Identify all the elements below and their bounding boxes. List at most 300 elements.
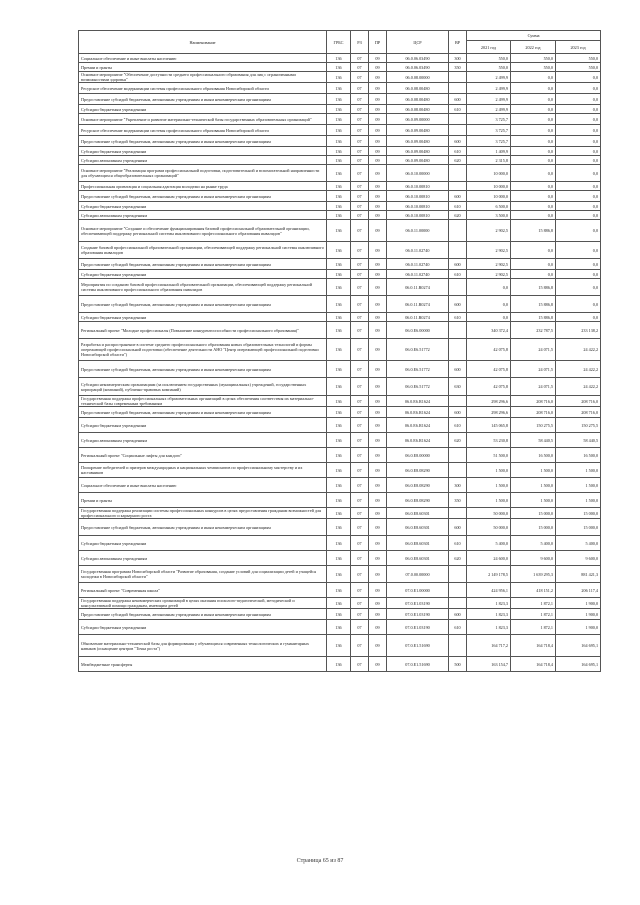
cell-2023: 1 900,0 (556, 598, 601, 609)
cell-csr: 06.0.11.02740 (387, 259, 449, 270)
cell-name: Предоставление субсидий бюджетным, автономным учреждениям и иным некоммерческим организациям (79, 519, 327, 536)
cell-csr: 06.0.E8.08290 (387, 493, 449, 508)
cell-name: Субсидии бюджетным учреждениям (79, 202, 327, 211)
cell-vr: 620 (449, 211, 467, 220)
cell-2022: 15 000,0 (511, 508, 556, 519)
cell-rz: 07 (351, 191, 369, 202)
cell-name: Премии и гранты (79, 493, 327, 508)
cell-vr: 620 (449, 551, 467, 566)
cell-vr: 350 (449, 63, 467, 72)
cell-2023: 0,0 (556, 114, 601, 125)
cell-vr: 600 (449, 259, 467, 270)
header-year-2023: 2023 год (556, 41, 601, 54)
cell-2021: 42 075,8 (467, 378, 511, 396)
cell-rz: 07 (351, 448, 369, 463)
cell-2021: 0,0 (467, 313, 511, 322)
cell-pr: 09 (369, 156, 387, 165)
table-row (79, 125, 601, 136)
cell-pr: 09 (369, 94, 387, 105)
cell-name: Обновление материально-технической базы для формирования у обучающихся современных технологических и гуманитарных навыков (оснащение центров "Точка роста") (79, 635, 327, 657)
cell-pr: 09 (369, 63, 387, 72)
cell-pr: 09 (369, 136, 387, 147)
cell-2022: 0,0 (511, 259, 556, 270)
cell-pr: 09 (369, 609, 387, 620)
cell-2023: 0,0 (556, 125, 601, 136)
cell-pr: 09 (369, 536, 387, 551)
cell-name: Субсидии некоммерческим организациям (за исключением государственных (муниципальных) учреждений, государственных корпораций (компаний), публично-правовых компаний) (79, 378, 327, 396)
cell-rz: 07 (351, 114, 369, 125)
header-rz: РЗ (351, 31, 369, 54)
cell-rz: 07 (351, 609, 369, 620)
cell-2021: 298 296,6 (467, 396, 511, 407)
cell-vr (449, 583, 467, 598)
cell-2021: 2 902,5 (467, 270, 511, 279)
cell-grbs: 136 (327, 566, 351, 583)
cell-pr: 09 (369, 242, 387, 259)
header-pr: ПР (369, 31, 387, 54)
cell-2023: 0,0 (556, 211, 601, 220)
cell-grbs: 136 (327, 114, 351, 125)
table-row (79, 220, 601, 242)
cell-2023: 0,0 (556, 156, 601, 165)
cell-2022: 5 400,0 (511, 536, 556, 551)
cell-csr: 06.0.08.00000 (387, 72, 449, 83)
cell-2022: 0,0 (511, 270, 556, 279)
cell-2021: 164 717,2 (467, 635, 511, 657)
cell-csr: 06.0.E8.60301 (387, 519, 449, 536)
header-grbs: ГРБС (327, 31, 351, 54)
cell-grbs: 136 (327, 296, 351, 313)
cell-grbs: 136 (327, 620, 351, 635)
cell-vr: 610 (449, 270, 467, 279)
cell-2021: 2 315,8 (467, 156, 511, 165)
cell-grbs: 136 (327, 463, 351, 478)
cell-rz: 07 (351, 598, 369, 609)
cell-2022: 208 716,0 (511, 407, 556, 418)
cell-2021: 1 823,3 (467, 598, 511, 609)
table-row (79, 418, 601, 433)
cell-2023: 881 421,3 (556, 566, 601, 583)
cell-vr: 600 (449, 94, 467, 105)
table-row (79, 361, 601, 378)
cell-2021: 24 600,0 (467, 551, 511, 566)
cell-vr: 600 (449, 136, 467, 147)
cell-grbs: 136 (327, 433, 351, 448)
cell-name: Ресурсное обеспечение модернизации системы профессионального образования Новосибирской области (79, 83, 327, 94)
cell-vr: 630 (449, 378, 467, 396)
cell-2021: 2 499,9 (467, 94, 511, 105)
cell-csr: 06.0.E8.60301 (387, 551, 449, 566)
cell-grbs: 136 (327, 536, 351, 551)
cell-pr: 09 (369, 478, 387, 493)
table-row (79, 478, 601, 493)
cell-2023: 233 138,2 (556, 322, 601, 339)
cell-2021: 53 230,8 (467, 433, 511, 448)
cell-rz: 07 (351, 361, 369, 378)
cell-pr: 09 (369, 296, 387, 313)
cell-name: Премии и гранты (79, 63, 327, 72)
cell-2021: 340 372,4 (467, 322, 511, 339)
cell-vr (449, 322, 467, 339)
cell-name: Предоставление субсидий бюджетным, автономным учреждениям и иным некоммерческим организациям (79, 609, 327, 620)
cell-2023: 0,0 (556, 94, 601, 105)
cell-grbs: 136 (327, 165, 351, 182)
cell-2023: 0,0 (556, 83, 601, 94)
cell-2021: 550,0 (467, 63, 511, 72)
cell-csr: 06.0.09.00480 (387, 156, 449, 165)
cell-vr: 500 (449, 657, 467, 672)
cell-2022: 550,0 (511, 63, 556, 72)
cell-grbs: 136 (327, 125, 351, 136)
cell-2023: 1 500,0 (556, 493, 601, 508)
cell-rz: 07 (351, 202, 369, 211)
cell-grbs: 136 (327, 313, 351, 322)
cell-2021: 3 725,7 (467, 125, 511, 136)
cell-name: Региональный проект "Современная школа" (79, 583, 327, 598)
cell-2023: 24 422,2 (556, 361, 601, 378)
cell-vr: 620 (449, 156, 467, 165)
cell-2022: 0,0 (511, 72, 556, 83)
cell-name: Субсидии бюджетным учреждениям (79, 313, 327, 322)
cell-csr: 06.0.E8.00000 (387, 448, 449, 463)
cell-pr: 09 (369, 433, 387, 448)
cell-rz: 07 (351, 156, 369, 165)
cell-csr: 06.0.11.R0274 (387, 279, 449, 296)
cell-pr: 09 (369, 378, 387, 396)
cell-2023: 0,0 (556, 136, 601, 147)
cell-2021: 50 000,0 (467, 508, 511, 519)
cell-2021: 5 400,0 (467, 536, 511, 551)
table-row (79, 378, 601, 396)
cell-csr: 07.0.E1.51690 (387, 657, 449, 672)
cell-name: Государственная программа Новосибирской области "Развитие образования, создание условий для социализации детей и учащейся молодежи в Новосибирской области" (79, 566, 327, 583)
cell-vr: 620 (449, 433, 467, 448)
cell-vr (449, 396, 467, 407)
cell-2021: 0,0 (467, 279, 511, 296)
cell-2022: 0,0 (511, 125, 556, 136)
cell-2021: 6 500,0 (467, 202, 511, 211)
cell-rz: 07 (351, 72, 369, 83)
cell-rz: 07 (351, 536, 369, 551)
table-row (79, 270, 601, 279)
cell-2023: 24 422,2 (556, 339, 601, 361)
cell-csr: 06.0.08.00480 (387, 105, 449, 114)
cell-2023: 58 440,5 (556, 433, 601, 448)
table-row (79, 54, 601, 63)
cell-csr: 06.0.E8.08290 (387, 463, 449, 478)
cell-2022: 58 440,5 (511, 433, 556, 448)
cell-vr (449, 635, 467, 657)
cell-pr: 09 (369, 551, 387, 566)
cell-grbs: 136 (327, 322, 351, 339)
table-row (79, 242, 601, 259)
cell-name: Предоставление субсидий бюджетным, автономным учреждениям и иным некоммерческим организациям (79, 296, 327, 313)
cell-pr: 09 (369, 583, 387, 598)
cell-grbs: 136 (327, 72, 351, 83)
cell-2022: 1 500,0 (511, 493, 556, 508)
cell-vr: 600 (449, 519, 467, 536)
cell-rz: 07 (351, 211, 369, 220)
cell-pr: 09 (369, 322, 387, 339)
cell-pr: 09 (369, 83, 387, 94)
cell-csr: 06.0.E6.51772 (387, 339, 449, 361)
cell-name: Социальное обеспечение и иные выплаты населению (79, 478, 327, 493)
cell-rz: 07 (351, 551, 369, 566)
cell-rz: 07 (351, 270, 369, 279)
cell-pr: 09 (369, 54, 387, 63)
cell-2021: 2 149 178,5 (467, 566, 511, 583)
cell-grbs: 136 (327, 519, 351, 536)
cell-rz: 07 (351, 136, 369, 147)
cell-vr (449, 220, 467, 242)
cell-csr: 06.0.11.02740 (387, 270, 449, 279)
cell-2021: 10 000,0 (467, 191, 511, 202)
page-number: Страница 65 из 87 (296, 858, 344, 864)
cell-csr: 06.0.09.00480 (387, 136, 449, 147)
cell-2021: 163 154,7 (467, 657, 511, 672)
cell-csr: 07.0.E1.51690 (387, 635, 449, 657)
cell-csr: 06.0.E6.51772 (387, 378, 449, 396)
cell-grbs: 136 (327, 83, 351, 94)
cell-vr (449, 279, 467, 296)
cell-grbs: 136 (327, 598, 351, 609)
cell-rz: 07 (351, 378, 369, 396)
cell-pr: 09 (369, 407, 387, 418)
cell-name: Государственная поддержка реализации системы профессиональных конкурсов в целях предоставления гражданам возможностей для профессионального и карьерного роста (79, 508, 327, 519)
cell-2022: 0,0 (511, 165, 556, 182)
table-row (79, 202, 601, 211)
cell-csr: 06.0.11.R0274 (387, 296, 449, 313)
table-row (79, 508, 601, 519)
cell-name: Субсидии бюджетным учреждениям (79, 536, 327, 551)
cell-csr: 06.0.06.03490 (387, 63, 449, 72)
cell-2021: 1 500,0 (467, 478, 511, 493)
cell-grbs: 136 (327, 105, 351, 114)
cell-2022: 150 275,5 (511, 418, 556, 433)
cell-2022: 15 000,0 (511, 519, 556, 536)
cell-2021: 424 956,1 (467, 583, 511, 598)
cell-vr: 350 (449, 493, 467, 508)
table-row (79, 182, 601, 191)
cell-2022: 0,0 (511, 83, 556, 94)
table-row (79, 551, 601, 566)
cell-rz: 07 (351, 259, 369, 270)
cell-pr: 09 (369, 147, 387, 156)
cell-name: Создание базовой профессиональной образовательной организации, обеспечивающей поддержку региональной системы инклюзивного образования инвалидов (79, 242, 327, 259)
cell-2022: 9 600,0 (511, 551, 556, 566)
cell-vr: 610 (449, 536, 467, 551)
cell-vr (449, 242, 467, 259)
cell-2023: 5 400,0 (556, 536, 601, 551)
cell-name: Субсидии бюджетным учреждениям (79, 147, 327, 156)
budget-sheet (78, 30, 600, 672)
cell-pr: 09 (369, 313, 387, 322)
cell-pr: 09 (369, 620, 387, 635)
cell-name: Субсидии бюджетным учреждениям (79, 620, 327, 635)
cell-2022: 550,0 (511, 54, 556, 63)
table-row (79, 635, 601, 657)
cell-pr: 09 (369, 361, 387, 378)
cell-rz: 07 (351, 220, 369, 242)
cell-2023: 550,0 (556, 63, 601, 72)
cell-csr: 06.0.E6.R1624 (387, 407, 449, 418)
cell-rz: 07 (351, 463, 369, 478)
cell-rz: 07 (351, 242, 369, 259)
cell-grbs: 136 (327, 191, 351, 202)
cell-2022: 1 500,0 (511, 463, 556, 478)
cell-pr: 09 (369, 211, 387, 220)
cell-2021: 3 725,7 (467, 114, 511, 125)
cell-name: Субсидии автономным учреждениям (79, 433, 327, 448)
cell-rz: 07 (351, 508, 369, 519)
cell-2023: 9 600,0 (556, 551, 601, 566)
cell-grbs: 136 (327, 583, 351, 598)
cell-2021: 550,0 (467, 54, 511, 63)
table-row (79, 156, 601, 165)
cell-2022: 164 718,4 (511, 635, 556, 657)
cell-2023: 24 422,2 (556, 378, 601, 396)
cell-2021: 50 000,0 (467, 519, 511, 536)
cell-grbs: 136 (327, 478, 351, 493)
cell-grbs: 136 (327, 270, 351, 279)
cell-2021: 51 500,0 (467, 448, 511, 463)
cell-name: Региональный проект "Социальные лифты для каждого" (79, 448, 327, 463)
cell-2023: 206 117,4 (556, 583, 601, 598)
cell-pr: 09 (369, 72, 387, 83)
cell-vr: 610 (449, 105, 467, 114)
header-csr: ЦСР (387, 31, 449, 54)
cell-2021: 42 075,8 (467, 339, 511, 361)
cell-vr (449, 165, 467, 182)
table-row (79, 191, 601, 202)
cell-2021: 298 296,6 (467, 407, 511, 418)
table-row (79, 72, 601, 83)
cell-rz: 07 (351, 105, 369, 114)
cell-rz: 07 (351, 313, 369, 322)
cell-2023: 0,0 (556, 259, 601, 270)
table-row (79, 519, 601, 536)
cell-2022: 1 872,1 (511, 609, 556, 620)
cell-vr (449, 566, 467, 583)
cell-name: Основное мероприятие "Обеспечение доступности среднего профессионального образования для лиц с ограниченными возможностями здоровья" (79, 72, 327, 83)
cell-2022: 1 872,1 (511, 620, 556, 635)
table-row (79, 396, 601, 407)
cell-2022: 0,0 (511, 136, 556, 147)
cell-2023: 0,0 (556, 242, 601, 259)
cell-rz: 07 (351, 635, 369, 657)
cell-2022: 15 886,8 (511, 313, 556, 322)
cell-name: Предоставление субсидий бюджетным, автономным учреждениям и иным некоммерческим организациям (79, 94, 327, 105)
cell-pr: 09 (369, 493, 387, 508)
cell-name: Предоставление субсидий бюджетным, автономным учреждениям и иным некоммерческим организациям (79, 259, 327, 270)
table-body (79, 54, 601, 672)
cell-vr: 610 (449, 620, 467, 635)
cell-csr: 06.0.E6.R1624 (387, 418, 449, 433)
cell-vr: 600 (449, 407, 467, 418)
cell-csr: 06.0.10.00810 (387, 182, 449, 191)
cell-2022: 0,0 (511, 182, 556, 191)
cell-grbs: 136 (327, 220, 351, 242)
budget-table (78, 30, 601, 672)
cell-2022: 1 639 295,3 (511, 566, 556, 583)
cell-name: Субсидии автономным учреждениям (79, 211, 327, 220)
cell-rz: 07 (351, 478, 369, 493)
cell-vr (449, 463, 467, 478)
cell-grbs: 136 (327, 493, 351, 508)
cell-vr (449, 508, 467, 519)
table-row (79, 114, 601, 125)
cell-grbs: 136 (327, 339, 351, 361)
cell-grbs: 136 (327, 508, 351, 519)
cell-name: Основное мероприятие "Укрепление и развитие материально-технической базы государственных образовательных организаций" (79, 114, 327, 125)
cell-vr: 610 (449, 147, 467, 156)
cell-csr: 06.0.E6.51772 (387, 361, 449, 378)
cell-pr: 09 (369, 202, 387, 211)
table-row (79, 339, 601, 361)
header-sum: Сумма (467, 31, 601, 41)
cell-2023: 208 716,0 (556, 407, 601, 418)
table-row (79, 63, 601, 72)
cell-2022: 418 151,2 (511, 583, 556, 598)
cell-name: Субсидии автономным учреждениям (79, 551, 327, 566)
cell-2021: 2 902,5 (467, 259, 511, 270)
cell-2023: 0,0 (556, 165, 601, 182)
cell-grbs: 136 (327, 361, 351, 378)
cell-pr: 09 (369, 259, 387, 270)
cell-2023: 0,0 (556, 202, 601, 211)
cell-csr: 06.0.08.00480 (387, 83, 449, 94)
cell-pr: 09 (369, 125, 387, 136)
cell-rz: 07 (351, 620, 369, 635)
cell-grbs: 136 (327, 63, 351, 72)
cell-2023: 0,0 (556, 105, 601, 114)
cell-2022: 0,0 (511, 105, 556, 114)
cell-name: Государственная поддержка некоммерческих организаций в целях оказания психолого-педагогической, методической и консультативной помощи гражданам, имеющим детей (79, 598, 327, 609)
cell-csr: 06.0.11.02740 (387, 242, 449, 259)
cell-rz: 07 (351, 54, 369, 63)
cell-pr: 09 (369, 220, 387, 242)
cell-name: Субсидии автономным учреждениям (79, 156, 327, 165)
cell-2022: 0,0 (511, 114, 556, 125)
cell-grbs: 136 (327, 279, 351, 296)
cell-name: Разработка и распространение в системе среднего профессионального образования новых образовательных технологий и формы опережающей профессиональной подготовки (обеспечение деятельности АНО "Центр опережающей профессиональной подготовки Новосибирской области") (79, 339, 327, 361)
cell-2021: 2 902,5 (467, 242, 511, 259)
cell-csr: 06.0.06.03490 (387, 54, 449, 63)
table-row (79, 94, 601, 105)
table-row (79, 165, 601, 182)
cell-pr: 09 (369, 448, 387, 463)
cell-2023: 0,0 (556, 182, 601, 191)
cell-name: Государственная поддержка профессиональных образовательных организаций в целях обеспечения соответствия их материально-технической базы современным требованиям (79, 396, 327, 407)
cell-pr: 09 (369, 270, 387, 279)
cell-rz: 07 (351, 566, 369, 583)
cell-csr: 06.0.09.00480 (387, 147, 449, 156)
cell-grbs: 136 (327, 396, 351, 407)
cell-rz: 07 (351, 296, 369, 313)
cell-pr: 09 (369, 339, 387, 361)
cell-csr: 06.0.E8.60301 (387, 536, 449, 551)
table-row (79, 105, 601, 114)
cell-name: Ресурсное обеспечение модернизации системы профессионального образования Новосибирской области (79, 125, 327, 136)
cell-csr: 06.0.09.00480 (387, 125, 449, 136)
cell-grbs: 136 (327, 147, 351, 156)
cell-name: Основное мероприятие "Создание и обеспечение функционирования базовой профессиональной образовательной организации, обеспечивающей поддержку региональной системы инклюзивного профессионального образования инвалидов" (79, 220, 327, 242)
cell-grbs: 136 (327, 54, 351, 63)
cell-2023: 1 900,0 (556, 620, 601, 635)
cell-2021: 2 499,9 (467, 83, 511, 94)
table-row (79, 136, 601, 147)
cell-rz: 07 (351, 83, 369, 94)
